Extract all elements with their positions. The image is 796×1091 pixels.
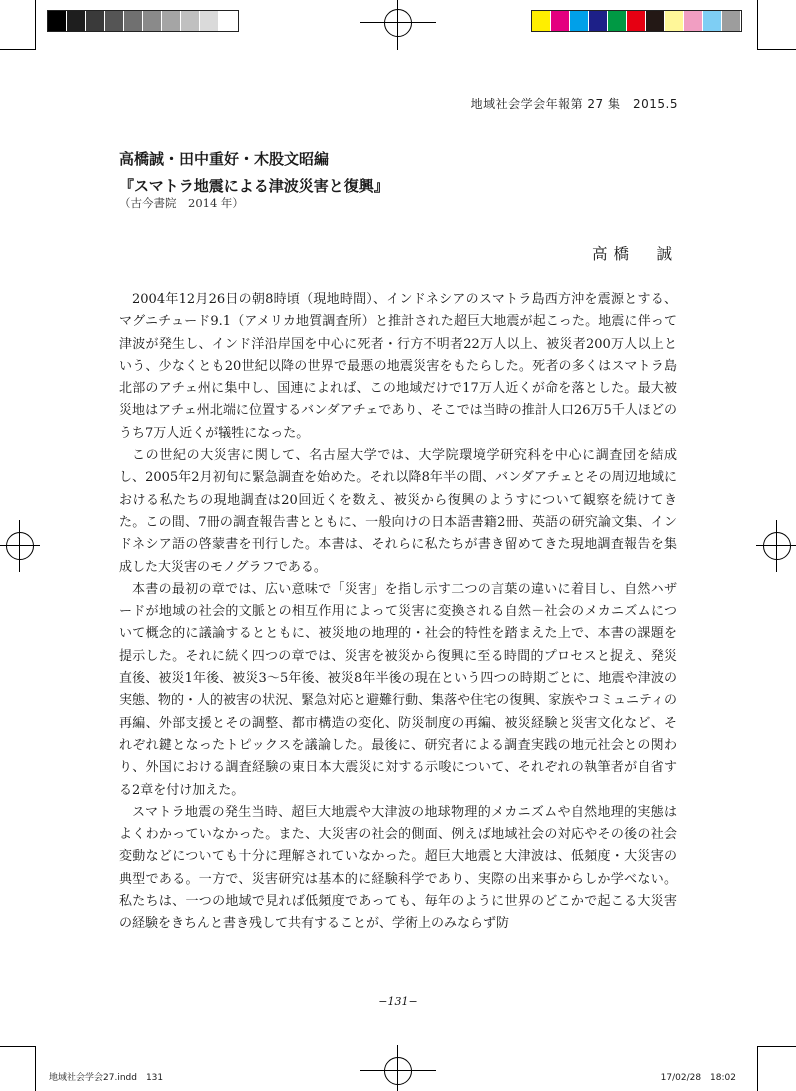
gray-swatch <box>162 11 181 31</box>
paragraph: 本書の最初の章では、広い意味で「災害」を指し示す二つの言葉の違いに着目し、自然ハザードが地域の社会的文脈との相互作用によって災害に変換される自然－社会のメカニズムについて概念的に議論するとともに、被災地の地理的・社会的特性を踏まえた上で、本書の課題を提示した。それに続く四つの章では、災害を被災から復興に至る時間的プロセスと捉え、発災直後、被災1年後、被災3～5年後、被災8年半後の現在という四つの時期ごとに、地震や津波の実態、物的・人的被害の状況、緊急対応と避難行動、集落や住宅の復興、家族やコミュニティの再編、外部支援とその調整、都市構造の変化、防災制度の再編、被災経験と災害文化など、それぞれ鍵となったトピックスを議論した。最後に、研究者による調査実践の地元社会との関わり、外国における調査経験の東日本大震災に対する示唆について、それぞれの執筆者が自省する2章を付け加えた。 <box>119 581 677 798</box>
color-swatch <box>684 11 703 31</box>
review-body <box>119 289 677 936</box>
color-swatch <box>703 11 722 31</box>
page-number: −131− <box>378 995 418 1008</box>
gray-calibration-bar <box>47 10 239 32</box>
color-swatch <box>646 11 665 31</box>
gray-swatch <box>143 11 162 31</box>
reviewer-name: 高橋 誠 <box>591 245 678 263</box>
gray-swatch <box>48 11 67 31</box>
gray-swatch <box>105 11 124 31</box>
gray-swatch <box>181 11 200 31</box>
gray-swatch <box>67 11 86 31</box>
book-title: 『スマトラ地震による津波災害と復興』 <box>119 177 389 195</box>
color-swatch <box>532 11 551 31</box>
paragraph: この世紀の大災害に関して、名古屋大学では、大学院環境学研究科を中心に調査団を結成し、2005年2月初旬に緊急調査を始めた。それ以降8年半の間、バンダアチェとその周辺地域における私たちの現地調査は20回近くを数え、被災から復興のようすについて観察を続けてきた。この間、7冊の調査報告書とともに、一般向けの日本語書籍2冊、英語の研究論文集、インドネシア語の啓蒙書を刊行した。本書は、それらに私たちが書き留めてきた現地調査報告を集成した大災害のモノグラフである。 <box>119 448 677 575</box>
gray-swatch <box>86 11 105 31</box>
publisher-info: （古今書院 2014 年） <box>119 196 244 210</box>
gray-swatch <box>124 11 143 31</box>
paragraph: スマトラ地震の発生当時、超巨大地震や大津波の地球物理的メカニズムや自然地理的実態はよくわかっていなかった。また、大災害の社会的側面、例えば地域社会の対応やその後の社会変動などについても十分に理解されていなかった。超巨大地震と大津波は、低頻度・大災害の典型である。一方で、災害研究は基本的に経験科学であり、実際の出来事からしか学べない。私たちは、一つの地域で見れば低頻度であっても、毎年のように世界のどこかで起こる大災害の経験をきちんと書き残して共有することが、学術上のみならず防 <box>119 804 677 932</box>
color-swatch <box>627 11 646 31</box>
color-swatch <box>551 11 570 31</box>
color-swatch <box>722 11 741 31</box>
color-swatch <box>608 11 627 31</box>
journal-header: 地域社会学会年報第 27 集 2015.5 <box>470 97 678 111</box>
color-swatch <box>589 11 608 31</box>
footer-timestamp: 17/02/28 18:02 <box>660 1073 736 1083</box>
color-swatch <box>665 11 684 31</box>
paragraph: 2004年12月26日の朝8時頃（現地時間）、インドネシアのスマトラ島西方沖を震源とする、マグニチュード9.1（アメリカ地質調査所）と推計された超巨大地震が起こった。地震に伴って津波が発生し、インド洋沿岸国を中心に死者・行方不明者22万人以上、被災者200万人以上という、少なくとも20世紀以降の世界で最悪の地震災害をもたらした。死者の多くはスマトラ島北部のアチェ州に集中し、国連によれば、この地域だけで17万人近くが命を落とした。最大被災地はアチェ州北端に位置するバンダアチェであり、そこでは当時の推計人口26万5千人ほどのうち7万人近くが犠牲になった。 <box>119 292 677 441</box>
footer-file-info: 地域社会学会27.indd 131 <box>49 1073 164 1083</box>
color-calibration-bar <box>531 10 742 32</box>
book-editors: 高橋誠・田中重好・木股文昭編 <box>119 150 330 168</box>
color-swatch <box>570 11 589 31</box>
gray-swatch <box>200 11 219 31</box>
gray-swatch <box>219 11 238 31</box>
